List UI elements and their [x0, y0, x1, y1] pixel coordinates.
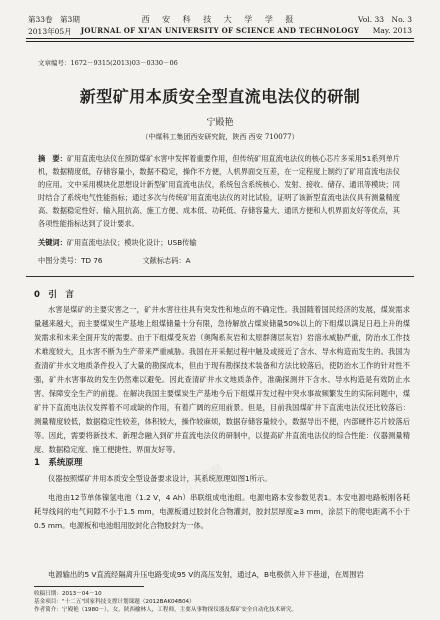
abstract-text: 矿用直流电法仪在预防煤矿水害中发挥着重要作用，但传统矿用直流电法仪的核心芯片多采用51系列单片机，数据精度低，存储容量小，数据不稳定，操作不方便，人机界面交互差，在一定程度上制约了矿用直流电法仪的应用。文中采用模块化思想设计新型矿用直流电法仪，系统包含系统核心、发射、接收、储存、通讯等模块；同时结合了系统电气性能指标；通过多次与传统矿用直流电法仪的对比试验，证明了该新型直流电法仪具有测量精度高、数据稳定性好、输入阻抗高、施工方便、成本低、功耗低、存储容量大、通讯方便和人机界面友好等优点，其各项性能指标达到了设计要求。	[38, 154, 400, 228]
watermark: 万方数据	[299, 321, 345, 356]
watermark: 万方数据	[179, 461, 225, 496]
classification	[38, 256, 195, 266]
author-name: 宁殿艳	[206, 118, 234, 128]
footnote-author-bio: 作者简介：宁殿艳（1980－），女，陕西榆林人，工程师，主要从事物探仪器及煤矿安全自动化技术研究。	[34, 607, 298, 613]
volume-issue-en: Vol. 33 No. 3	[358, 15, 412, 24]
article-number: 文章编号：1672－9315(2013)03－0330－06	[38, 59, 178, 67]
footnote-rule	[34, 586, 144, 587]
header-rule-thick	[26, 38, 414, 39]
date-cn: 2013年05月	[28, 27, 72, 36]
running-header-top	[0, 14, 440, 25]
footnote-fund: 基金项目："十二五"国家科技支撑计划课题（2012BAK04B04）	[34, 599, 195, 605]
journal-name-cn: 西 安 科 技 大 学 学 报	[141, 15, 299, 24]
keywords-label: 关键词：	[38, 238, 67, 247]
abstract-label: 摘 要：	[38, 154, 67, 163]
keywords-text: 矿用直流电法仪；模块化设计；USB传输	[66, 238, 197, 247]
author-affiliation: （中煤科工集团西安研究院，陕西 西安 710077）	[141, 133, 299, 141]
keywords	[38, 238, 400, 248]
volume-issue-cn: 第33卷 第3期	[28, 15, 80, 24]
watermark: 万方数据	[59, 191, 105, 226]
document-code: 文献标志码：A	[142, 256, 191, 265]
abstract	[38, 152, 400, 230]
section-heading-introduction: 0 引 言	[34, 290, 74, 300]
principle-paragraph-1: 仪器按照煤矿井用本质安全型设备要求设计，其系统原理如图1所示。	[48, 474, 272, 483]
principle-paragraph-2: 电池由12节单体镍氢电池（1.2 V，4 Ah）串联组成电池组。电源电路本安参数见表1。本安电源电路板刚各耗耗导线间的电气间隙不小于1.5 mm，电源板通过胶封化合物灌封，胶封层厚度≥3 mm，涂层下的爬电距离不小于0.5 mm。电源板和电池组用胶封化合物胶封为一体。	[34, 493, 410, 530]
abstract-separator	[26, 276, 414, 277]
section-heading-principle: 1 系统原理	[34, 458, 83, 468]
journal-name-en: JOURNAL OF XI'AN UNIVERSITY OF SCIENCE AND TECHNOLOGY	[80, 26, 360, 35]
introduction-paragraph: 水害是煤矿的主要灾害之一，矿井水害往往具有突发性和地点的不确定性。我国随着国民经济的发展，煤炭需求量越来越大，而主要煤炭生产基地上组煤储量十分有限，急待解放占煤炭储量50%以上的下组煤以满足日趋上升的煤炭需求和未来全面开发的需要。由于下组煤受灰岩（奥陶系灰岩和太原群薄层灰岩）岩溶水威胁严重，防治水工作技术难度较大，且水害不断为生产带来严重威胁。我国在开采掘过程中触及或接近了含水、导水构造而发生的。我国为查清矿井水文地质条件投入了大量的勘探成本，但由于现有勘探技术装备和方法比较落后，使防治水工作的针对性不强，矿井水害事故的发生仍然难以避免。因此查清矿井水文地质条件，准确探测井下含水、导水构造是有效防止水害、保障安全生产的前提。在解决我国主要煤炭生产基地今后下组煤开发过程中突水事故频繁发生的实际问题中，煤矿井下直流电法仪发挥着不可或缺的作用，有着广阔的应用前景。但是，目前我国煤矿井下直流电法仪还比较落后：测量精度较低，数据稳定性较差，体积较大，操作较麻烦，数据存储容量较小，数据导出不便，内部硬件芯片较落后等。因此，需要将新技术、新理念融入到矿井直流电法仪的研制中，以提高矿井直流电法仪的综合性能：仪器测量精度、数据稳定度、施工便捷性、界面友好等。	[34, 305, 410, 454]
clc-number: 中图分类号：TD 76	[38, 256, 103, 265]
principle-paragraph-3: 电源输出的5 V直流经隔离升压电路变成95 V的高压发射，通过A，B电极供入井下巷道，在周围岩	[48, 570, 364, 579]
footnote-received: 收稿日期：2013－04－10	[34, 591, 102, 597]
date-en: May. 2013	[372, 26, 412, 35]
running-header-bottom	[0, 26, 440, 37]
paper-title: 新型矿用本质安全型直流电法仪的研制	[79, 87, 361, 106]
header-rule-thin	[26, 41, 414, 42]
